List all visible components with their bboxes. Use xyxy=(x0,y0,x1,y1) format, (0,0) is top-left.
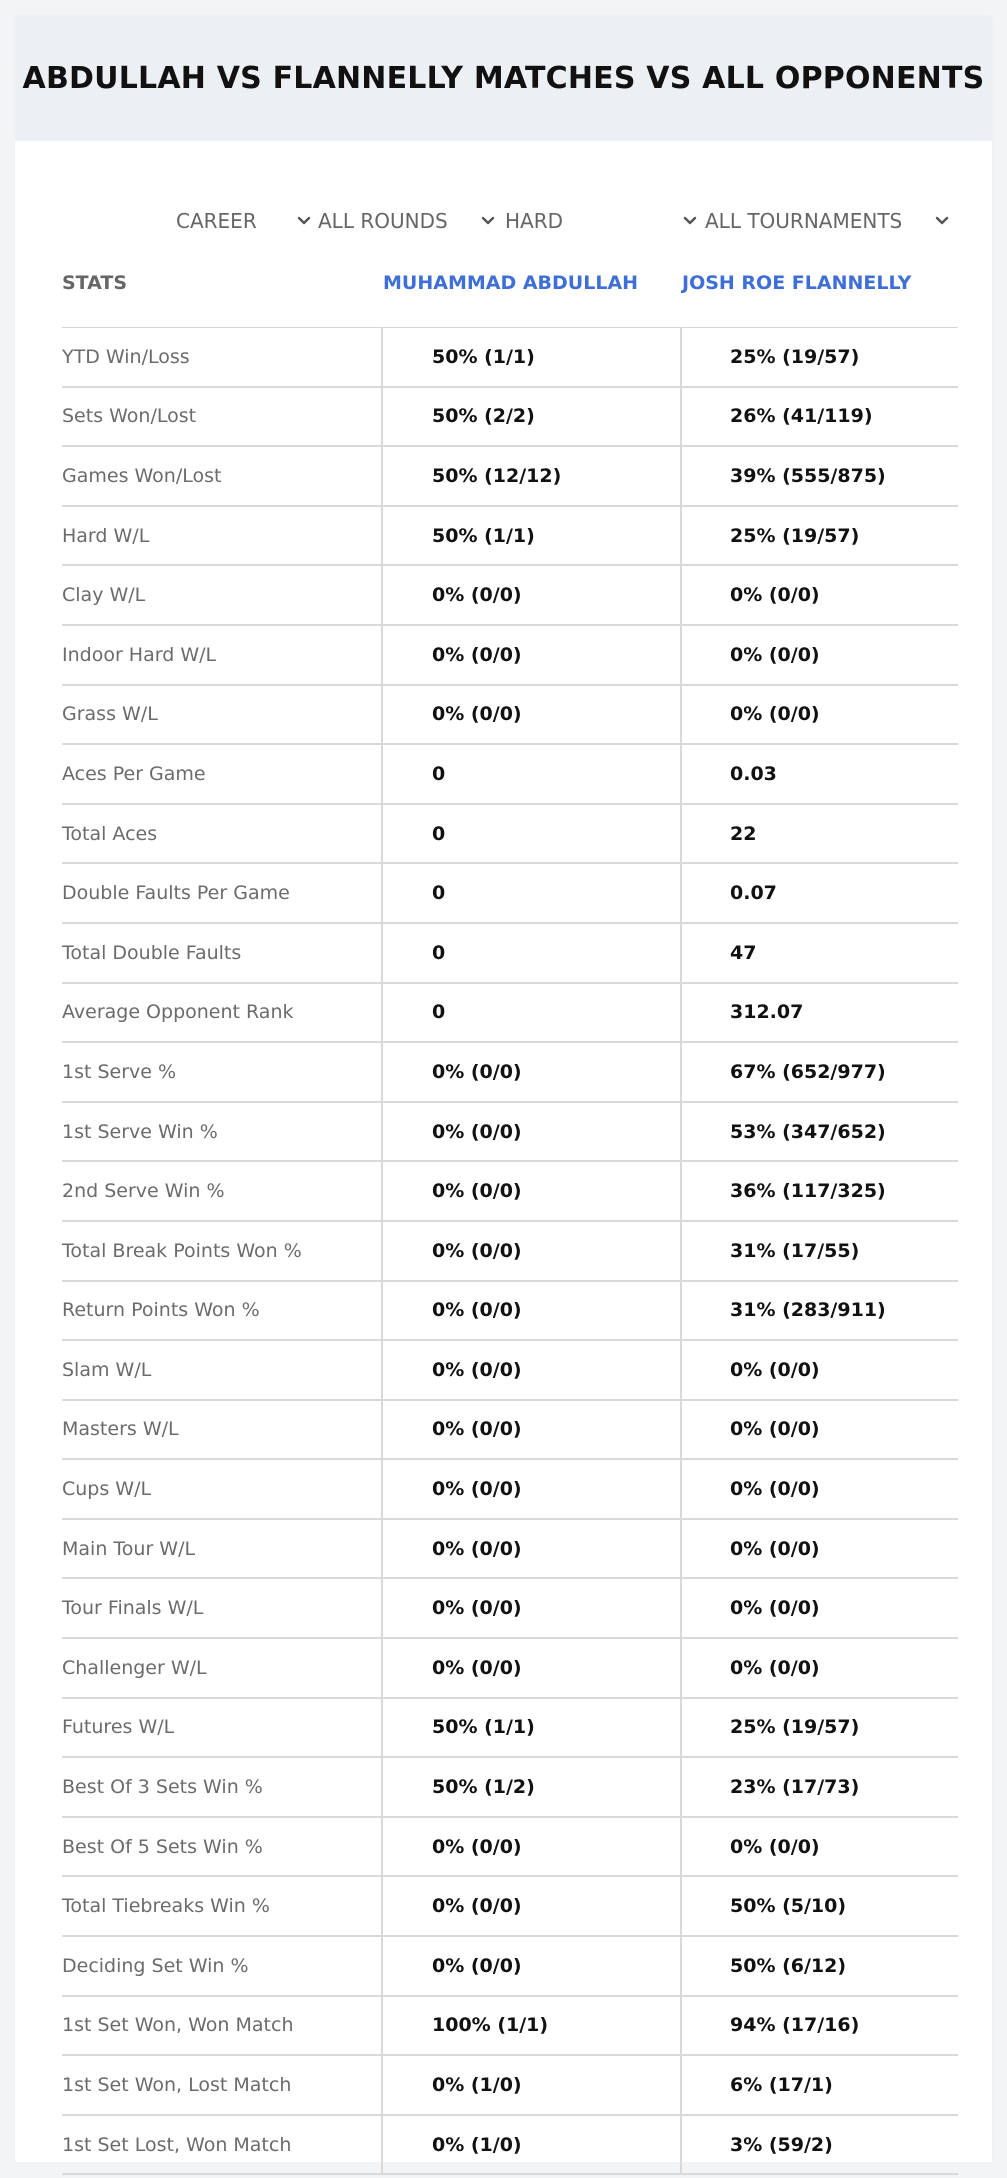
stat-label: 1st Serve % xyxy=(62,1060,177,1083)
player2-value: 39% (555/875) xyxy=(730,464,886,487)
player1-value: 0% (0/0) xyxy=(432,1060,522,1083)
player1-value: 0% (0/0) xyxy=(432,1239,522,1262)
stats-card xyxy=(15,16,992,2162)
player1-value: 0% (0/0) xyxy=(432,1120,522,1143)
stat-label: Aces Per Game xyxy=(62,762,206,785)
table-row xyxy=(62,1579,958,1639)
player1-value: 50% (1/2) xyxy=(432,1776,535,1799)
table-row xyxy=(62,1460,958,1520)
table-row xyxy=(62,2056,958,2116)
stat-label: Futures W/L xyxy=(62,1716,175,1739)
stat-label: 1st Serve Win % xyxy=(62,1120,218,1143)
player2-value: 25% (19/57) xyxy=(730,1716,860,1739)
player2-value: 36% (117/325) xyxy=(730,1180,886,1203)
stat-label: Main Tour W/L xyxy=(62,1537,196,1560)
stat-label: YTD Win/Loss xyxy=(62,345,190,368)
stat-label: Games Won/Lost xyxy=(62,464,222,487)
stat-label: Indoor Hard W/L xyxy=(62,643,217,666)
player1-value: 0% (1/0) xyxy=(432,2133,522,2156)
column-header-player1[interactable]: MUHAMMAD ABDULLAH xyxy=(383,272,639,294)
player2-value: 22 xyxy=(730,822,757,845)
player1-value: 0% (0/0) xyxy=(432,1299,522,1322)
table-row xyxy=(62,2116,958,2176)
player1-value: 0% (0/0) xyxy=(432,1656,522,1679)
table-row xyxy=(62,924,958,984)
stat-label: Total Tiebreaks Win % xyxy=(62,1895,270,1918)
player2-value: 31% (283/911) xyxy=(730,1299,886,1322)
table-row xyxy=(62,1699,958,1759)
stat-label: Cups W/L xyxy=(62,1478,152,1501)
stats-table xyxy=(62,252,958,2175)
table-row xyxy=(62,1043,958,1103)
table-row xyxy=(62,1758,958,1818)
player1-value: 0% (0/0) xyxy=(432,1537,522,1560)
stat-label: 1st Set Won, Lost Match xyxy=(62,2074,292,2097)
chevron-down-icon xyxy=(296,213,312,229)
stat-label: Double Faults Per Game xyxy=(62,882,290,905)
stat-label: Total Break Points Won % xyxy=(62,1239,302,1262)
table-row xyxy=(62,984,958,1044)
filter-surface-value: HARD xyxy=(505,209,564,233)
player2-value: 0% (0/0) xyxy=(730,1597,820,1620)
player1-value: 100% (1/1) xyxy=(432,2014,549,2037)
player2-value: 0% (0/0) xyxy=(730,1835,820,1858)
chevron-down-icon xyxy=(682,213,698,229)
player2-value: 23% (17/73) xyxy=(730,1776,860,1799)
player2-value: 0% (0/0) xyxy=(730,1478,820,1501)
player2-value: 0% (0/0) xyxy=(730,1358,820,1381)
player1-value: 0% (0/0) xyxy=(432,643,522,666)
player2-value: 6% (17/1) xyxy=(730,2074,833,2097)
table-row xyxy=(62,1282,958,1342)
stat-label: Best Of 5 Sets Win % xyxy=(62,1835,263,1858)
player2-value: 94% (17/16) xyxy=(730,2014,860,2037)
table-row xyxy=(62,864,958,924)
column-divider xyxy=(381,327,383,2175)
table-row xyxy=(62,686,958,746)
page-title: ABDULLAH VS FLANNELLY MATCHES VS ALL OPPONENTS xyxy=(22,61,985,96)
stat-label: 1st Set Won, Won Match xyxy=(62,2014,294,2037)
player2-value: 0% (0/0) xyxy=(730,1418,820,1441)
player2-value: 47 xyxy=(730,941,757,964)
player1-value: 0% (0/0) xyxy=(432,1954,522,1977)
filter-tournaments-value: ALL TOURNAMENTS xyxy=(705,209,903,233)
player1-value: 0 xyxy=(432,1001,446,1024)
filter-surface-select[interactable] xyxy=(505,191,700,251)
table-row xyxy=(62,1103,958,1163)
player2-value: 25% (19/57) xyxy=(730,345,860,368)
player2-value: 53% (347/652) xyxy=(730,1120,886,1143)
player1-value: 0% (0/0) xyxy=(432,1418,522,1441)
table-row xyxy=(62,447,958,507)
player1-value: 0% (0/0) xyxy=(432,1895,522,1918)
player2-value: 26% (41/119) xyxy=(730,405,873,428)
stat-label: Hard W/L xyxy=(62,524,150,547)
stat-label: Challenger W/L xyxy=(62,1656,207,1679)
player2-value: 0.07 xyxy=(730,882,777,905)
stat-label: Tour Finals W/L xyxy=(62,1597,204,1620)
stat-label: Masters W/L xyxy=(62,1418,179,1441)
player1-value: 0% (1/0) xyxy=(432,2074,522,2097)
filter-bar xyxy=(15,191,992,251)
player1-value: 0 xyxy=(432,882,446,905)
chevron-down-icon xyxy=(934,213,950,229)
stat-label: 2nd Serve Win % xyxy=(62,1180,225,1203)
column-divider xyxy=(680,327,682,2175)
table-row xyxy=(62,1818,958,1878)
player1-value: 0% (0/0) xyxy=(432,1358,522,1381)
table-row xyxy=(62,626,958,686)
table-row xyxy=(62,1222,958,1282)
player1-value: 50% (1/1) xyxy=(432,345,535,368)
table-body xyxy=(62,328,958,2175)
stat-label: Deciding Set Win % xyxy=(62,1954,249,1977)
column-header-player2[interactable]: JOSH ROE FLANNELLY xyxy=(682,272,912,294)
column-header-stats: STATS xyxy=(62,272,128,294)
table-row xyxy=(62,328,958,388)
player1-value: 0 xyxy=(432,941,446,964)
stat-label: Sets Won/Lost xyxy=(62,405,197,428)
table-row xyxy=(62,1639,958,1699)
player2-value: 3% (59/2) xyxy=(730,2133,833,2156)
stat-label: Grass W/L xyxy=(62,703,158,726)
table-row xyxy=(62,1341,958,1401)
stat-label: Slam W/L xyxy=(62,1358,152,1381)
player2-value: 312.07 xyxy=(730,1001,804,1024)
table-row xyxy=(62,1997,958,2057)
table-row xyxy=(62,1162,958,1222)
player2-value: 50% (5/10) xyxy=(730,1895,847,1918)
player1-value: 50% (2/2) xyxy=(432,405,535,428)
filter-period-value: CAREER xyxy=(176,209,257,233)
table-row xyxy=(62,745,958,805)
stat-label: Return Points Won % xyxy=(62,1299,260,1322)
filter-rounds-value: ALL ROUNDS xyxy=(318,209,448,233)
stat-label: Best Of 3 Sets Win % xyxy=(62,1776,263,1799)
player2-value: 31% (17/55) xyxy=(730,1239,860,1262)
player2-value: 67% (652/977) xyxy=(730,1060,886,1083)
player1-value: 50% (1/1) xyxy=(432,1716,535,1739)
player2-value: 0% (0/0) xyxy=(730,1537,820,1560)
player1-value: 0% (0/0) xyxy=(432,584,522,607)
stat-label: Total Double Faults xyxy=(62,941,242,964)
player2-value: 0% (0/0) xyxy=(730,1656,820,1679)
card-header xyxy=(15,16,992,141)
stat-label: Clay W/L xyxy=(62,584,146,607)
player1-value: 0% (0/0) xyxy=(432,703,522,726)
player2-value: 25% (19/57) xyxy=(730,524,860,547)
table-row xyxy=(62,1877,958,1937)
player2-value: 0% (0/0) xyxy=(730,703,820,726)
filter-period-select[interactable] xyxy=(176,191,316,251)
table-row xyxy=(62,1401,958,1461)
table-header xyxy=(62,252,958,328)
player1-value: 50% (12/12) xyxy=(432,464,562,487)
table-row xyxy=(62,507,958,567)
player2-value: 0% (0/0) xyxy=(730,584,820,607)
table-row xyxy=(62,1520,958,1580)
player1-value: 50% (1/1) xyxy=(432,524,535,547)
player1-value: 0% (0/0) xyxy=(432,1180,522,1203)
filter-tournaments-select[interactable] xyxy=(705,191,965,251)
stat-label: 1st Set Lost, Won Match xyxy=(62,2133,292,2156)
stat-label: Average Opponent Rank xyxy=(62,1001,294,1024)
player1-value: 0% (0/0) xyxy=(432,1478,522,1501)
table-row xyxy=(62,388,958,448)
player1-value: 0% (0/0) xyxy=(432,1835,522,1858)
player2-value: 0.03 xyxy=(730,762,777,785)
filter-rounds-select[interactable] xyxy=(318,191,503,251)
stat-label: Total Aces xyxy=(62,822,158,845)
table-row xyxy=(62,805,958,865)
table-row xyxy=(62,1937,958,1997)
player2-value: 0% (0/0) xyxy=(730,643,820,666)
player2-value: 50% (6/12) xyxy=(730,1954,847,1977)
table-row xyxy=(62,566,958,626)
player1-value: 0 xyxy=(432,762,446,785)
chevron-down-icon xyxy=(480,213,496,229)
player1-value: 0% (0/0) xyxy=(432,1597,522,1620)
player1-value: 0 xyxy=(432,822,446,845)
